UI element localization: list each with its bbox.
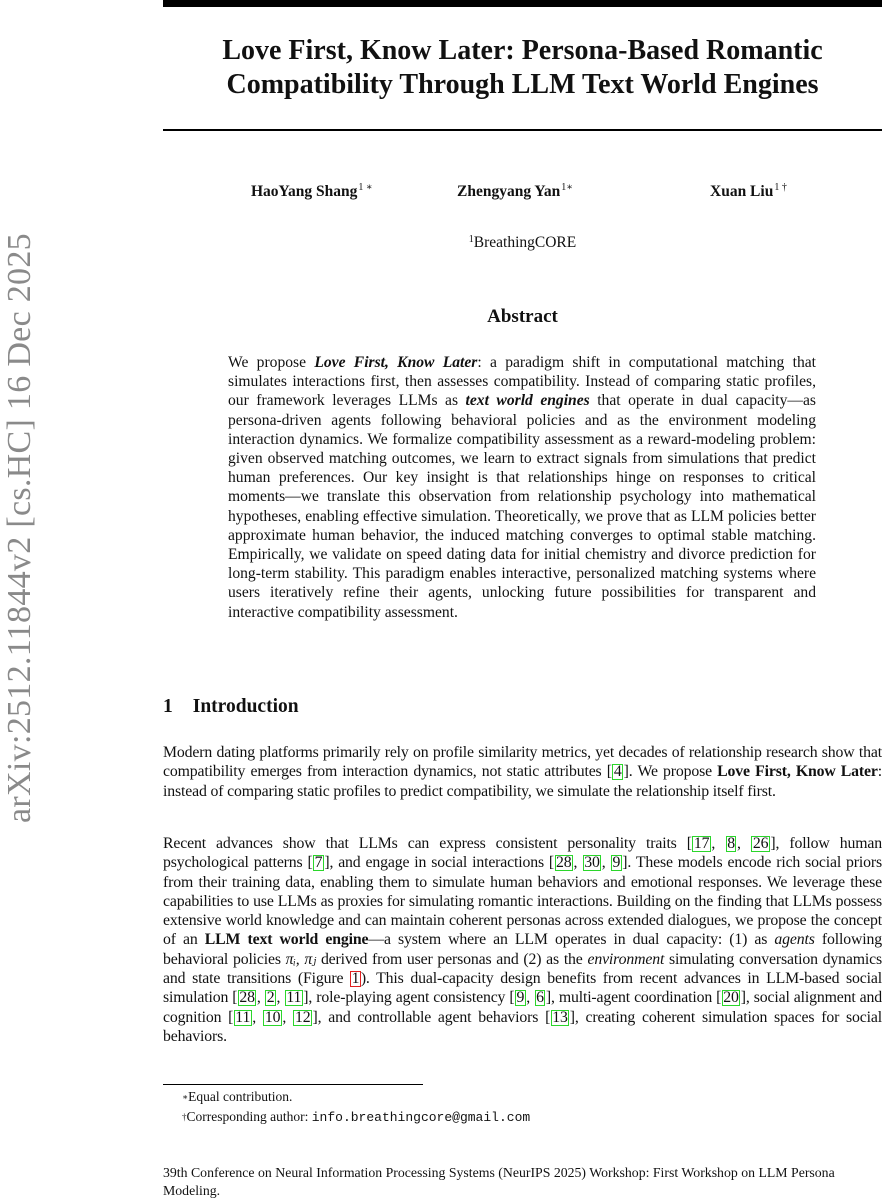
citation-link[interactable]: 11 [286,989,302,1007]
intro-paragraph-2: Recent advances show that LLMs can express consistent personality traits [ 17 , 8 , 26 ], follow human psychological patterns [ 7 ], and engage in social interactions [ 28 , 30 , 9 ]. These models encode rich social priors from their training data, enabling them to simulate human behaviors and emotional responses. We leverage these capabilities to use LLMs as proxies for simulating romantic interactions. Building on the finding that LLMs possess extensive world knowledge and can maintain coherent personas across extended dialogues, we propose the concept of an LLM text world engine—a system where an LLM operates in dual capacity: (1) as agents following behavioral policies πᵢ, πⱼ derived from user personas and (2) as the environment simulating conversation dynamics and state transitions (Figure 1). This dual-capacity design benefits from recent advances in LLM-based social simulation [ 28 , 2 , 11 ], role-playing agent consistency [ 9 , 6 ], multi-agent coordination [ 20 ], social alignment and cognition [ 11 , 10 , 12 ], and controllable agent behaviors [ 13 ], creating coherent simulation spaces for social behaviors. [163,835,882,1045]
author-1 [251,183,373,201]
text: ], follow human psychological patterns [ [163,835,882,872]
text: ]. These models encode rich social priors from their training data, enabling them to simulate human behaviors and emotional responses. We leverage these capabilities to use LLMs as proxies for simulating romantic interactions. Building on the finding that LLMs possess extensive world knowledge and can maintain coherent personas across extended dialogues, we propose the concept of an [163,854,882,949]
text: ], and controllable agent behaviors [ [312,1008,551,1026]
affiliation-name: BreathingCORE [473,234,577,251]
footnotes [182,1087,530,1128]
text: ], social alignment and cognition [ [163,989,882,1026]
citation-link[interactable]: 28 [239,989,255,1007]
abstract-heading: Abstract [487,306,558,327]
section-heading-introduction [163,696,299,718]
citation-link[interactable]: 7 [314,854,323,872]
citation-link[interactable]: 13 [552,1008,568,1026]
author-list [163,183,882,205]
text: ], role-playing agent consistency [ [303,989,515,1007]
citation-link[interactable]: 2 [266,989,275,1007]
affiliation-mark: 1 [468,234,474,245]
citation-link[interactable]: 9 [516,989,525,1007]
section-title: Introduction [192,696,299,717]
abstract-body [228,353,816,622]
author-2 [457,183,573,201]
text: simulating conversation dynamics and state transitions (Figure [163,950,882,988]
title-line-2: Compatibility Through LLM Text World Engines [226,69,819,100]
author-marks: 1 ∗ [358,182,373,193]
author-name: Zhengyang Yan [457,183,561,200]
title-line-1: Love First, Know Later: Persona-Based Romantic [222,35,823,66]
emphasis-text-world-engines: text world engines [465,392,590,410]
citation-link[interactable]: 9 [612,854,621,872]
citation-link[interactable]: 6 [536,989,544,1007]
text: Recent advances show that LLMs can express consistent personality traits [ [163,835,692,852]
footnote-text: Corresponding author: [186,1109,312,1124]
italic-agents: agents [774,931,815,949]
emphasis-paradigm-name: Love First, Know Later [314,354,478,371]
footnote-text: Equal contribution. [188,1089,293,1104]
paper-title [163,34,882,102]
footnote-mark: † [182,1112,187,1122]
footnote-corresponding-author [182,1107,530,1128]
citation-link[interactable]: 17 [693,835,710,852]
text: ], and engage in social interactions [ [324,854,555,872]
citation-link[interactable]: 26 [752,835,769,852]
text: : a paradigm shift in computational matching that simulates interactions first, then assesses compatibility. Instead of comparing static profiles, our framework leverages LLMs as [228,354,816,410]
citation-link[interactable]: 28 [556,854,572,872]
title-top-rule [163,0,882,7]
citation-link[interactable]: 20 [723,989,739,1007]
text: following behavioral policies [163,931,882,968]
section-number: 1 [163,696,173,717]
citation-link[interactable]: 12 [294,1008,311,1026]
citation-link[interactable]: 30 [584,854,600,872]
text: Modern dating platforms primarily rely on profile similarity metrics, yet decades of relationship research show that compatibility emerges from interaction dynamics, not static attributes [ [163,744,882,781]
bold-paradigm-name: Love First, Know Later [717,763,878,781]
text: that operate in dual capacity—as persona-driven agents following behavioral policies and as the environment modeling interaction dynamics. We formalize compatibility assessment as a reward-modeling problem: given observed matching outcomes, we learn to extract signals from simulations that predict human preferences. Our key insight is that relationships hinge on responses to critical moments—we translate this observation from relationship psychology into mathematical hypotheses, enabling effective simulation. Theoretically, we prove that as LLM policies better approximate human behavior, the induced matching converges to optimal stable matching. Empirically, we validate on speed dating data for initial chemistry and divorce prediction for long-term stability. This paradigm enables interactive, personalized matching systems where users iteratively refine their agents, unlocking future possibilities for transparent and interactive compatibility assessment. [228,392,816,621]
author-name: Xuan Liu [710,183,774,200]
arxiv-identifier-stamp [0,232,40,823]
citation-link[interactable]: 11 [235,1008,251,1026]
text: ]. We propose [623,763,718,781]
author-3 [710,183,787,201]
text: derived from user personas and (2) as the [316,950,588,968]
citation-link[interactable]: 10 [264,1008,281,1026]
footnote-equal-contribution [182,1087,530,1107]
footnote-rule [163,1084,423,1085]
author-marks: 1 † [774,182,787,193]
arxiv-stamp-text: arXiv:2512.11844v2 [cs.HC] 16 Dec 2025 [1,232,38,823]
text: ], creating coherent simulation spaces for social behaviors. [163,1008,882,1045]
text: : instead of comparing static profiles to predict compatibility, we simulate the relationship itself first. [163,763,882,800]
math-policies: πᵢ, πⱼ [285,950,317,968]
title-bottom-rule [163,129,882,131]
intro-paragraph-1 [163,743,882,801]
venue-note: 39th Conference on Neural Information Processing Systems (NeurIPS 2025) Workshop: First Workshop on LLM Persona Modeling. [163,1165,835,1198]
text: ). This dual-capacity design benefits from recent advances in LLM-based social simulation [ [163,970,882,1007]
bold-llm-text-world-engine: LLM text world engine [204,931,369,949]
author-name: HaoYang Shang [251,183,358,200]
citation-link[interactable]: 8 [727,835,735,852]
text: —a system where an LLM operates in dual capacity: (1) as [368,931,775,949]
citation-link[interactable]: 4 [613,763,622,781]
author-marks: 1∗ [561,182,574,193]
text: We propose [228,354,315,371]
footnote-mark: ∗ [182,1092,189,1102]
author-email[interactable]: info.breathingcore@gmail.com [311,1110,531,1125]
figure-ref-link[interactable]: 1 [351,970,360,988]
affiliation [163,234,882,252]
text: ], multi-agent coordination [ [545,989,722,1007]
italic-environment: environment [587,950,665,968]
